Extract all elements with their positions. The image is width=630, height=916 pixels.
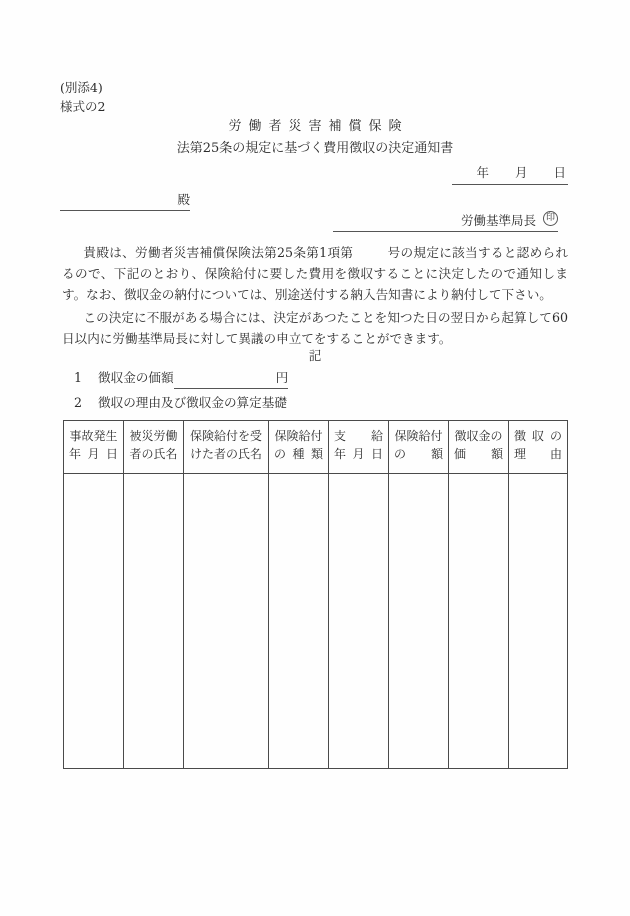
list-item-2 (74, 394, 287, 412)
item-2-number: 2 (74, 395, 83, 410)
table-cell-payment-date[interactable] (329, 474, 389, 769)
item-1-unit: 円 (275, 370, 289, 385)
table-cell-benefit-amount[interactable] (389, 474, 449, 769)
table-header-collection-reason: 徴 収 の 理 由 (509, 421, 568, 474)
date-month-label: 月 (514, 165, 528, 180)
date-year-label: 年 (476, 165, 489, 180)
table-cell-injured-worker-name[interactable] (124, 474, 184, 769)
addressee-field[interactable] (60, 192, 190, 211)
table-cell-accident-date[interactable] (64, 474, 124, 769)
table-cell-collection-reason[interactable] (509, 474, 568, 769)
date-day-label: 日 (553, 165, 566, 180)
table-cell-benefit-recipient-name[interactable] (184, 474, 269, 769)
form-identifiers (60, 78, 105, 116)
body-paragraph-1 (62, 242, 568, 305)
item-1-label: 徴収金の価額 (98, 370, 174, 385)
page-subtitle: 法第25条の規定に基づく費用徴収の決定通知書 (176, 141, 454, 156)
item-1-number: 1 (74, 370, 83, 385)
issuer-title: 労働基準局長 (460, 213, 536, 228)
seal-icon: 印 (543, 211, 558, 226)
body-text (62, 242, 568, 349)
collection-amount-field[interactable] (174, 369, 289, 389)
ki-heading: 記 (308, 348, 322, 363)
body-paragraph-1-part-2: 号の規定に該当すると認められるので、下記のとおり、保険給付に要した費用を徴収することに決定したので通知します。なお、徴収金の納付については、別途送付する納入告知書により納付して下さい。 (62, 245, 568, 302)
table-header-benefit-amount: 保険給付 の 額 (389, 421, 449, 474)
table-cell-collection-amount[interactable] (449, 474, 509, 769)
issuer-field[interactable] (333, 211, 558, 232)
item-2-label: 徴収の理由及び徴収金の算定基礎 (98, 395, 287, 410)
table-row (64, 474, 568, 769)
table-header-row (64, 421, 568, 474)
page-title: 労働者災害補償保険 (228, 119, 409, 134)
table-header-benefit-recipient-name: 保険給付を受 けた者の氏名 (184, 421, 269, 474)
collection-basis-table-wrap (63, 420, 567, 769)
form-style-number: 様式の2 (60, 99, 106, 114)
body-paragraph-2: この決定に不服がある場合には、決定があつたことを知つた日の翌日から起算して60日以内に労働基準局長に対して異議の申立てをすることができます。 (62, 310, 568, 346)
table-cell-benefit-type[interactable] (269, 474, 329, 769)
date-field[interactable] (452, 164, 568, 185)
list-item-1 (74, 369, 288, 389)
table-header-payment-date: 支 給 年 月 日 (329, 421, 389, 474)
table-header-benefit-type: 保険給付 の 種 類 (269, 421, 329, 474)
collection-basis-table (63, 420, 568, 769)
title-block (0, 117, 630, 160)
table-header-collection-amount: 徴収金の 価 額 (449, 421, 509, 474)
table-header-injured-worker-name: 被災労働 者の氏名 (124, 421, 184, 474)
table-header-accident-date: 事故発生 年 月 日 (64, 421, 124, 474)
addressee-honorific: 殿 (177, 192, 190, 207)
form-attachment-number: (別添4) (60, 80, 103, 95)
body-paragraph-1-part-1: 貴殿は、労働者災害補償保険法第25条第1項第 (83, 245, 354, 260)
